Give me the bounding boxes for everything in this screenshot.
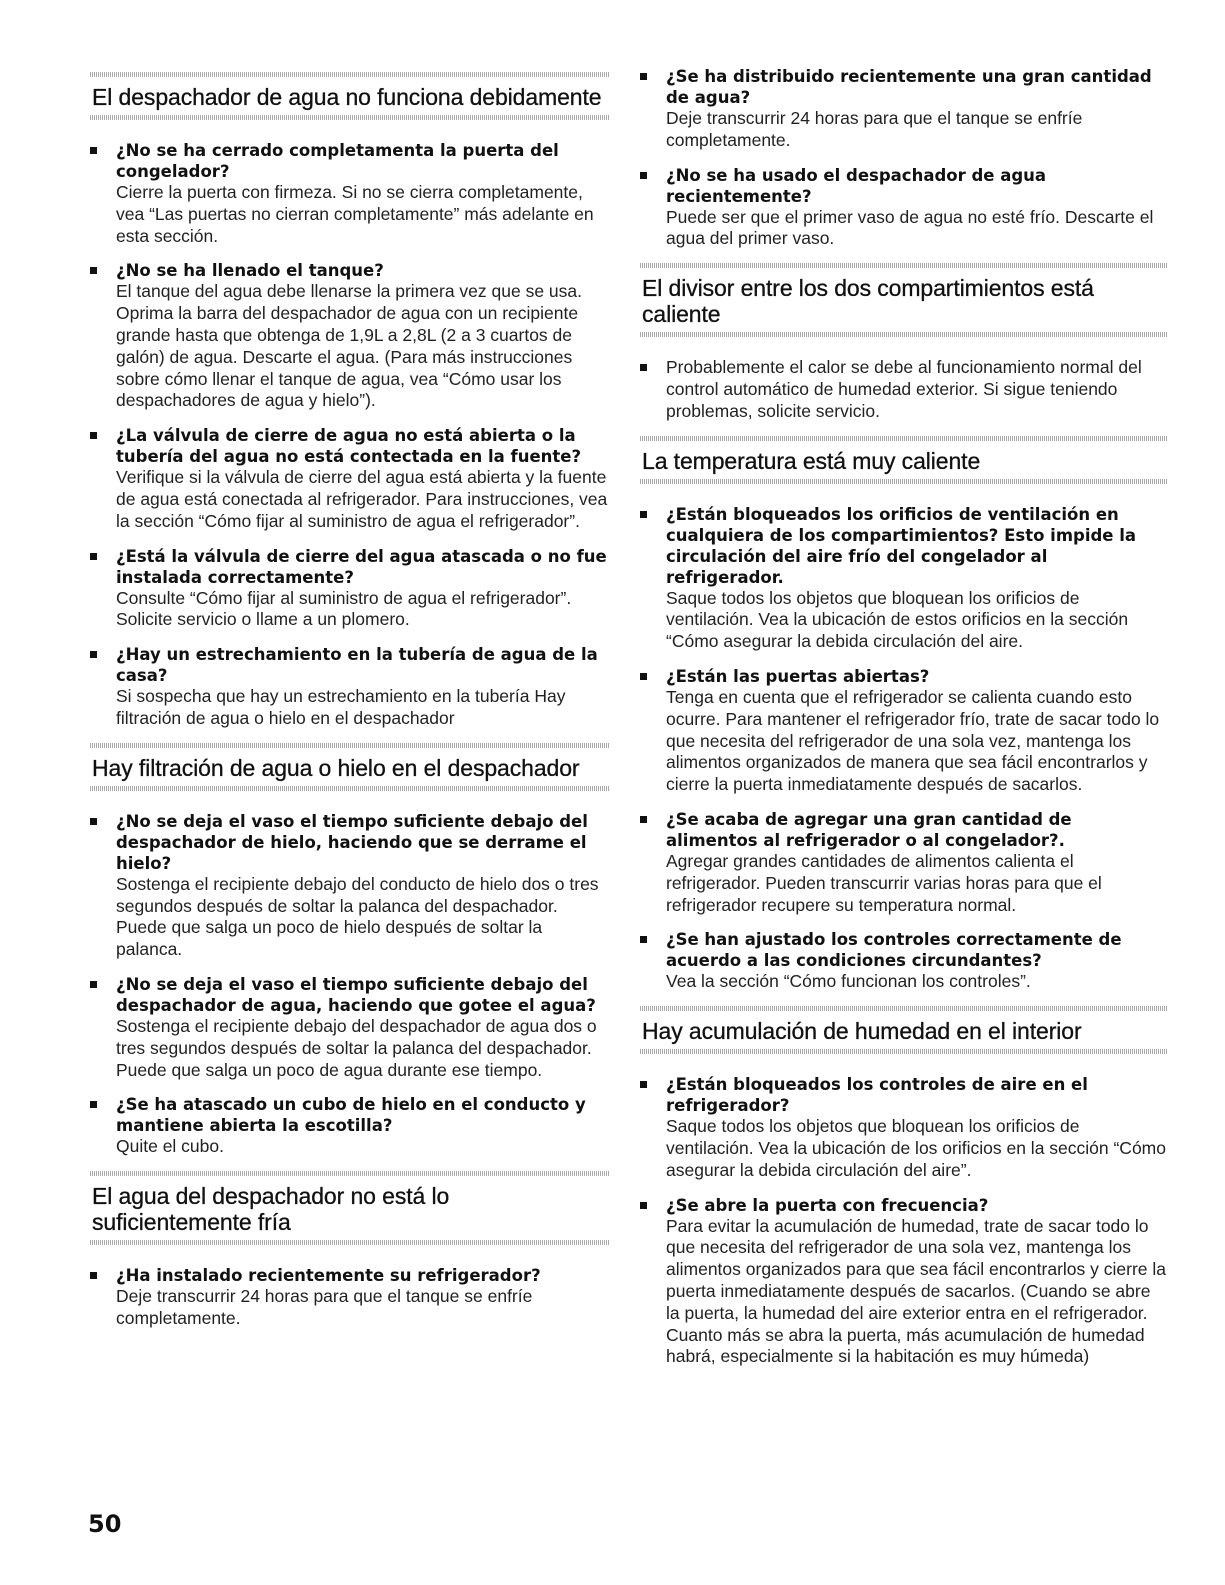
bullet-icon [90,1101,97,1108]
bullet-icon [640,172,647,179]
list-item [640,357,1168,422]
question: ¿Están las puertas abiertas? [666,666,930,686]
section-header [640,436,1168,484]
question: ¿Está la válvula de cierre del agua atascada o no fue instalada correctamente? [116,546,607,587]
bullet-icon [640,364,647,371]
section-heading: El despachador de agua no funciona debidamente [92,84,602,110]
list-item [90,140,610,247]
answer: Tenga en cuenta que el refrigerador se calienta cuando esto ocurre. Para mantener el refrigerador frío, trate de sacar todo lo que necesita del refrigerador de una sola vez, mantenga los alimentos organizados de manera que sea fácil encontrarlos y cierre la puerta inmediatamente después de sacarlos. [666,686,1160,795]
list-item [640,504,1168,653]
question: ¿Ha instalado recientemente su refrigerador? [116,1266,541,1286]
section-continued [640,66,1168,250]
divider-bottom [640,1049,1168,1054]
divider-bottom [640,332,1168,337]
answer: Cierre la puerta con firmeza. Si no se cierra completamente, vea “Las puertas no cierran completamente” más adelante en esta sección. [116,182,594,246]
list-item [90,425,610,532]
answer: Sostenga el recipiente debajo del conducto de hielo dos o tres segundos después de soltar la palanca del despachador. Puede que salga un poco de hielo después de soltar la palanca. [116,873,599,960]
list-item [90,974,610,1081]
list-item [640,1195,1168,1369]
section-header [90,72,610,120]
question: ¿Se han ajustado los controles correctamente de acuerdo a las condiciones circundantes? [666,930,1122,971]
section-heading: La temperatura está muy caliente [642,447,981,474]
page-number: 50 [88,1510,122,1538]
bullet-icon [640,673,647,680]
answer: El tanque del agua debe llenarse la primera vez que se usa. Oprima la barra del despachador de agua con un recipiente grande hasta que obtenga de 1,9L a 2,8L (2 a 3 cuartos de galón) de agua. Descarte el agua. (Para más instrucciones sobre cómo llenar el tanque de agua, vea “Cómo usar los despachadores de agua y hielo”). [116,281,582,411]
list-item [90,811,610,961]
question: ¿No se ha usado el despachador de agua recientemente? [666,165,1047,206]
divider-top [640,263,1168,268]
answer: Saque todos los objetos que bloquean los orificios de ventilación. Vea la ubicación de los orificios en la sección “Cómo asegurar la debida circulación del aire”. [666,1116,1166,1180]
bullet-icon [90,818,97,825]
bullet-icon [90,147,97,154]
section-heading: Hay filtración de agua o hielo en el despachador [92,754,580,781]
answer: Puede ser que el primer vaso de agua no esté frío. Descarte el agua del primer vaso. [666,206,1154,249]
divider-top [90,72,610,77]
list-item [640,66,1168,152]
list-item [640,666,1168,796]
divider-bottom [90,115,610,120]
troubleshoot-list [90,1265,610,1330]
answer: Verifique si la válvula de cierre del agua está abierta y la fuente de agua está conectada al refrigerador. Para instrucciones, vea la sección “Cómo fijar al suministro de agua el refrigerador”. [116,467,608,531]
answer: Deje transcurrir 24 horas para que el tanque se enfríe completamente. [116,1286,533,1328]
bullet-icon [640,73,647,80]
troubleshoot-list [640,357,1168,422]
question: ¿Se ha atascado un cubo de hielo en el conducto y mantiene abierta la escotilla? [116,1095,586,1136]
list-item [90,260,610,412]
right-column [640,66,1168,1381]
list-item [90,644,610,730]
troubleshoot-list [640,504,1168,994]
section-dispenser-not-working [90,72,610,730]
section-header [640,1006,1168,1054]
divider-top [90,1171,610,1176]
list-item [640,809,1168,916]
section-header [90,743,610,791]
answer: Vea la sección “Cómo funcionan los controles”. [666,971,1031,992]
section-heading: El divisor entre los dos compartimientos está caliente [642,275,1094,328]
section-divider-warm [640,263,1168,422]
divider-top [90,743,610,748]
section-heading: Hay acumulación de humedad en el interior [642,1018,1082,1045]
section-heading: El agua del despachador no está lo suficientemente fría [92,1183,450,1236]
section-humidity [640,1006,1168,1368]
section-header [90,1171,610,1245]
left-column [90,72,610,1343]
list-item [90,1265,610,1330]
bullet-icon [640,1081,647,1088]
question: ¿Hay un estrechamiento en la tubería de agua de la casa? [116,645,598,686]
divider-top [640,436,1168,441]
bullet-icon [90,1272,97,1279]
answer: Para evitar la acumulación de humedad, trate de sacar todo lo que necesita del refrigerador de una sola vez, mantenga los alimentos organizados para que sea fácil encontrarlos y cierre la puerta inmediatamente después de sacarlos. (Cuando se abre la puerta, la humedad del aire exterior entra en el refrigerador. Cuanto más se abra la puerta, más acumulación de humedad habrá, especialmente si la habitación es muy húmeda) [666,1215,1166,1367]
divider-bottom [90,1240,610,1245]
bullet-icon [90,553,97,560]
section-leak [90,743,610,1158]
list-item [640,1074,1168,1181]
question: ¿No se deja el vaso el tiempo suficiente debajo del despachador de agua, haciendo que gotee el agua? [116,974,596,1015]
question: ¿No se ha cerrado completamenta la puerta del congelador? [116,141,559,181]
answer: Deje transcurrir 24 horas para que el tanque se enfríe completamente. [666,108,1083,150]
divider-bottom [640,479,1168,484]
bullet-icon [640,816,647,823]
bullet-icon [90,432,97,439]
troubleshoot-list [90,811,610,1158]
divider-bottom [90,786,610,791]
answer: Quite el cubo. [116,1136,224,1157]
answer: Consulte “Cómo fijar al suministro de agua el refrigerador”. Solicite servicio o llame a un plomero. [116,587,572,630]
question: ¿Están bloqueados los controles de aire en el refrigerador? [666,1075,1088,1116]
bullet-icon [640,936,647,943]
bullet-icon [640,511,647,518]
divider-top [640,1006,1168,1011]
answer: Sostenga el recipiente debajo del despachador de agua dos o tres segundos después de soltar la palanca del despachador. Puede que salga un poco de agua durante ese tiempo. [116,1015,597,1080]
troubleshoot-list [640,1074,1168,1368]
list-item [640,165,1168,251]
troubleshoot-list [640,66,1168,250]
list-item [640,929,1168,993]
answer: Saque todos los objetos que bloquean los orificios de ventilación. Vea la ubicación de estos orificios en la sección “Cómo asegurar la debida circulación del aire. [666,587,1129,652]
question: ¿No se deja el vaso el tiempo suficiente debajo del despachador de hielo, haciendo que se derrame el hielo? [116,811,588,873]
bullet-icon [640,1202,647,1209]
question: ¿No se ha llenado el tanque? [116,261,384,281]
bullet-icon [90,267,97,274]
bullet-icon [90,981,97,988]
section-temperature-warm [640,436,1168,994]
question: ¿Se acaba de agregar una gran cantidad de alimentos al refrigerador o al congelador?. [666,809,1072,850]
list-item [90,546,610,632]
bullet-icon [90,651,97,658]
question: ¿La válvula de cierre de agua no está abierta o la tubería del agua no está contectada en la fuente? [116,426,582,467]
troubleshoot-list [90,140,610,730]
answer: Probablemente el calor se debe al funcionamiento normal del control automático de humedad exterior. Si sigue teniendo problemas, solicite servicio. [666,357,1142,421]
question: ¿Están bloqueados los orificios de ventilación en cualquiera de los compartimientos? Esto impide la circulación del aire frío del congelador al refrigerador. [666,504,1137,587]
question: ¿Se abre la puerta con frecuencia? [666,1195,989,1215]
section-header [640,263,1168,337]
question: ¿Se ha distribuido recientemente una gran cantidad de agua? [666,67,1152,107]
list-item [90,1094,610,1158]
section-water-not-cold [90,1171,610,1330]
answer: Agregar grandes cantidades de alimentos calienta el refrigerador. Pueden transcurrir varias horas para que el refrigerador recupere su temperatura normal. [666,850,1102,915]
answer: Si sospecha que hay un estrechamiento en la tubería Hay filtración de agua o hielo en el despachador [116,686,566,728]
